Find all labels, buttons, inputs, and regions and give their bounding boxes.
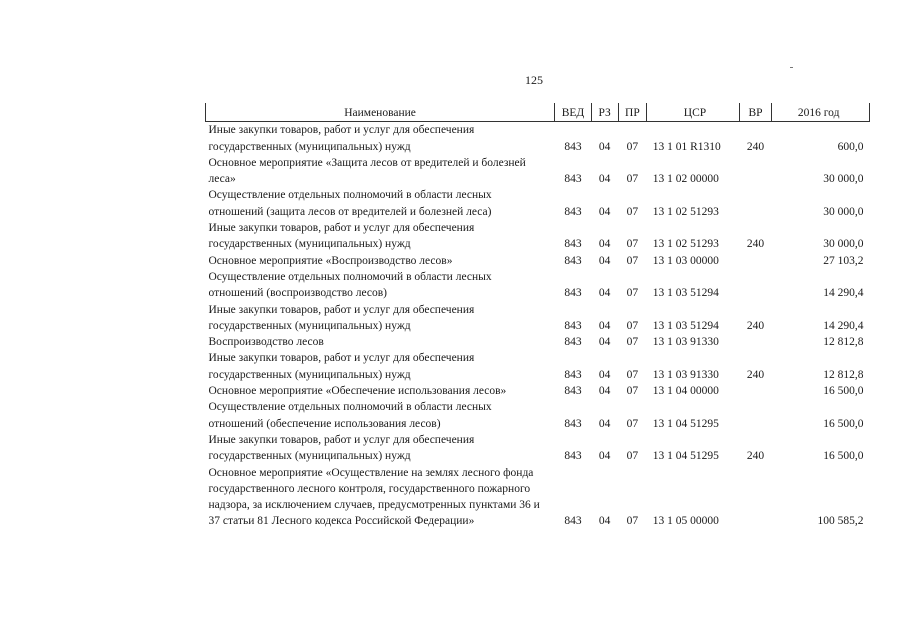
cell-rz: 04 xyxy=(598,368,611,381)
cell-pr: 07 xyxy=(626,336,639,349)
cell-name: Основное мероприятие «Защита лесов от вредителей и болезней леса» xyxy=(208,156,526,186)
cell-ved: 843 xyxy=(564,238,582,251)
cell-vr xyxy=(739,465,772,530)
cell-name: Иные закупки товаров, работ и услуг для обеспечения государственных (муниципальных) нужд xyxy=(208,352,475,381)
cell-amount: 16 500,0 xyxy=(823,417,864,430)
cell-ved: 843 xyxy=(564,254,582,267)
cell-ved: 843 xyxy=(564,515,582,528)
cell-vr xyxy=(739,155,772,188)
cell-amount: 27 103,2 xyxy=(823,254,864,267)
cell-pr: 07 xyxy=(626,417,639,430)
cell-vr xyxy=(739,187,772,220)
cell-csr: 13 1 04 00000 xyxy=(652,385,719,398)
header-pr: ПР xyxy=(618,103,647,122)
cell-rz: 04 xyxy=(598,515,611,528)
cell-csr: 13 1 03 00000 xyxy=(652,254,719,267)
cell-amount: 100 585,2 xyxy=(817,515,864,528)
cell-ved: 843 xyxy=(564,417,582,430)
table-row xyxy=(206,465,870,530)
cell-vr: 240 xyxy=(746,368,765,381)
cell-name: Воспроизводство лесов xyxy=(208,336,324,349)
cell-vr: 240 xyxy=(746,450,765,463)
cell-vr xyxy=(739,334,772,350)
cell-csr: 13 1 04 51295 xyxy=(652,417,719,430)
table-row xyxy=(206,269,870,302)
header-row xyxy=(206,103,870,122)
cell-ved: 843 xyxy=(564,173,582,186)
cell-csr: 13 1 01 R1310 xyxy=(652,140,721,153)
header-year: 2016 год xyxy=(772,103,870,122)
table-body xyxy=(206,122,870,530)
cell-ved: 843 xyxy=(564,287,582,300)
cell-name: Осуществление отдельных полномочий в области лесных отношений (обеспечение использования лесов) xyxy=(208,401,492,430)
table-row xyxy=(206,334,870,350)
cell-csr: 13 1 02 51293 xyxy=(652,205,719,218)
cell-rz: 04 xyxy=(598,385,611,398)
table-row xyxy=(206,350,870,383)
cell-amount: 30 000,0 xyxy=(823,238,864,251)
cell-amount: 14 290,4 xyxy=(823,319,864,332)
header-vr: ВР xyxy=(739,103,772,122)
table-row xyxy=(206,253,870,269)
cell-rz: 04 xyxy=(598,417,611,430)
cell-amount: 600,0 xyxy=(837,140,864,153)
cell-rz: 04 xyxy=(598,205,611,218)
cell-vr xyxy=(739,269,772,302)
header-ved: ВЕД xyxy=(555,103,592,122)
cell-pr: 07 xyxy=(626,368,639,381)
cell-pr: 07 xyxy=(626,385,639,398)
table-row xyxy=(206,122,870,155)
cell-name: Осуществление отдельных полномочий в области лесных отношений (защита лесов от вредителей и болезней леса) xyxy=(208,189,492,218)
cell-rz: 04 xyxy=(598,450,611,463)
cell-amount: 30 000,0 xyxy=(823,173,864,186)
cell-ved: 843 xyxy=(564,385,582,398)
cell-amount: 16 500,0 xyxy=(823,385,864,398)
cell-amount: 16 500,0 xyxy=(823,450,864,463)
cell-pr: 07 xyxy=(626,238,639,251)
cell-ved: 843 xyxy=(564,368,582,381)
cell-amount: 30 000,0 xyxy=(823,205,864,218)
cell-csr: 13 1 04 51295 xyxy=(652,450,719,463)
cell-vr xyxy=(739,383,772,399)
cell-csr: 13 1 02 00000 xyxy=(652,173,719,186)
header-csr: ЦСР xyxy=(647,103,739,122)
cell-rz: 04 xyxy=(598,173,611,186)
cell-csr: 13 1 03 51294 xyxy=(652,319,719,332)
cell-vr xyxy=(739,253,772,269)
cell-rz: 04 xyxy=(598,287,611,300)
cell-pr: 07 xyxy=(626,450,639,463)
cell-name: Основное мероприятие «Обеспечение использования лесов» xyxy=(208,385,507,398)
cell-name: Иные закупки товаров, работ и услуг для обеспечения государственных (муниципальных) нужд xyxy=(208,222,475,251)
cell-rz: 04 xyxy=(598,254,611,267)
cell-pr: 07 xyxy=(626,205,639,218)
cell-name: Основное мероприятие «Осуществление на землях лесного фонда государственного лесного контроля, государственного пожарного надзора, за исключением случаев, предусмотренных пунктами 36 и 37 статьи 81 Лесного кодекса Российской Федерации» xyxy=(208,466,540,528)
cell-pr: 07 xyxy=(626,515,639,528)
cell-vr xyxy=(739,399,772,432)
cell-vr: 240 xyxy=(746,319,765,332)
cell-vr: 240 xyxy=(746,140,765,153)
cell-name: Основное мероприятие «Воспроизводство лесов» xyxy=(208,254,453,267)
cell-csr: 13 1 03 91330 xyxy=(652,368,719,381)
scan-mark xyxy=(790,67,793,68)
cell-name: Осуществление отдельных полномочий в области лесных отношений (воспроизводство лесов) xyxy=(208,270,492,300)
cell-rz: 04 xyxy=(598,238,611,251)
cell-csr: 13 1 03 51294 xyxy=(652,287,719,300)
cell-amount: 14 290,4 xyxy=(823,287,864,300)
table-row xyxy=(206,155,870,188)
table-row xyxy=(206,220,870,253)
cell-vr: 240 xyxy=(746,238,765,251)
budget-table xyxy=(205,103,870,530)
header-rz: РЗ xyxy=(591,103,618,122)
page-number: 125 xyxy=(525,73,543,87)
table-row xyxy=(206,399,870,432)
cell-csr: 13 1 05 00000 xyxy=(652,515,719,528)
cell-name: Иные закупки товаров, работ и услуг для обеспечения государственных (муниципальных) нужд xyxy=(208,303,475,332)
cell-ved: 843 xyxy=(564,336,582,349)
cell-name: Иные закупки товаров, работ и услуг для обеспечения государственных (муниципальных) нужд xyxy=(208,124,475,153)
cell-ved: 843 xyxy=(564,319,582,332)
cell-pr: 07 xyxy=(626,173,639,186)
cell-ved: 843 xyxy=(564,205,582,218)
table-row xyxy=(206,432,870,465)
cell-rz: 04 xyxy=(598,336,611,349)
cell-pr: 07 xyxy=(626,254,639,267)
cell-pr: 07 xyxy=(626,287,639,300)
cell-name: Иные закупки товаров, работ и услуг для обеспечения государственных (муниципальных) нужд xyxy=(208,433,475,463)
cell-pr: 07 xyxy=(626,319,639,332)
cell-ved: 843 xyxy=(564,140,582,153)
cell-rz: 04 xyxy=(598,319,611,332)
table-header xyxy=(206,103,870,122)
table-row xyxy=(206,383,870,399)
cell-amount: 12 812,8 xyxy=(823,336,864,349)
cell-pr: 07 xyxy=(626,140,639,153)
table-row xyxy=(206,302,870,335)
cell-csr: 13 1 02 51293 xyxy=(652,238,719,251)
cell-amount: 12 812,8 xyxy=(823,368,864,381)
cell-csr: 13 1 03 91330 xyxy=(652,336,719,349)
cell-ved: 843 xyxy=(564,450,582,463)
cell-rz: 04 xyxy=(598,140,611,153)
table-row xyxy=(206,187,870,220)
header-name: Наименование xyxy=(206,103,555,122)
